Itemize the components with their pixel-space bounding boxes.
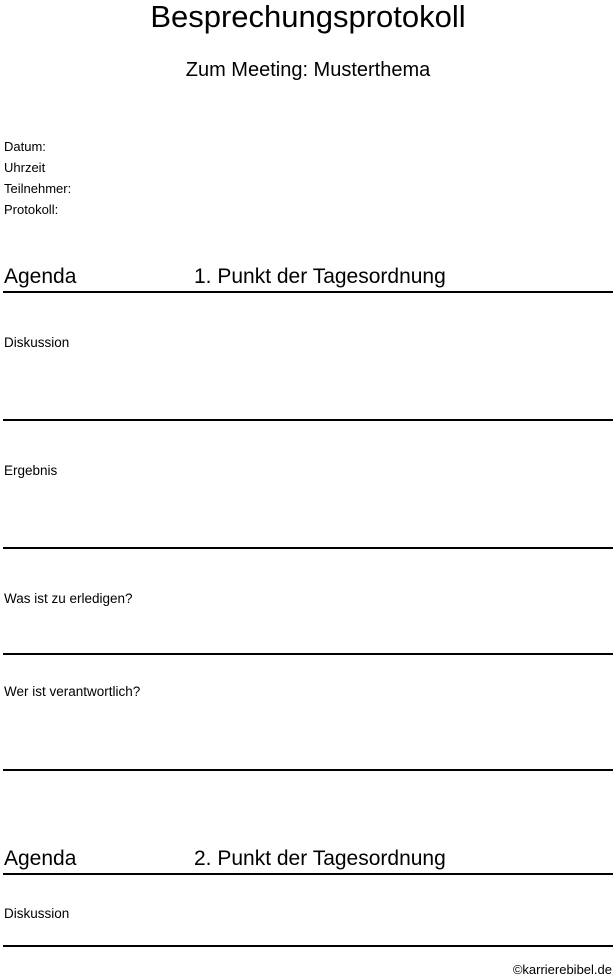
time-label: Uhrzeit [4,160,46,175]
page-title: Besprechungsprotokoll [150,0,466,34]
agenda-2-discussion-label: Diskussion [4,906,70,921]
agenda-1-todo-rule [3,653,613,655]
date-label: Datum: [4,139,46,154]
agenda-2-label: Agenda [4,847,77,870]
agenda-1-heading-rule [3,291,613,293]
agenda-1-discussion-label: Diskussion [4,335,70,350]
agenda-1-result-label: Ergebnis [4,463,58,478]
agenda-2-discussion-rule [3,945,613,947]
agenda-1-discussion-rule [3,419,613,421]
agenda-1-todo-label: Was ist zu erledigen? [4,591,133,606]
agenda-2-topic: 2. Punkt der Tagesordnung [194,847,446,870]
agenda-1-result-rule [3,547,613,549]
agenda-1-responsible-rule [3,769,613,771]
page-subtitle: Zum Meeting: Musterthema [185,59,431,81]
agenda-1-responsible-label: Wer ist verantwortlich? [4,684,141,699]
minutes-label: Protokoll: [4,202,59,217]
agenda-2-heading-rule [3,873,613,875]
agenda-1-label: Agenda [4,265,77,288]
footer-copyright: ©karrierebibel.de [512,962,612,977]
agenda-1-topic: 1. Punkt der Tagesordnung [194,265,446,288]
participants-label: Teilnehmer: [4,181,72,196]
